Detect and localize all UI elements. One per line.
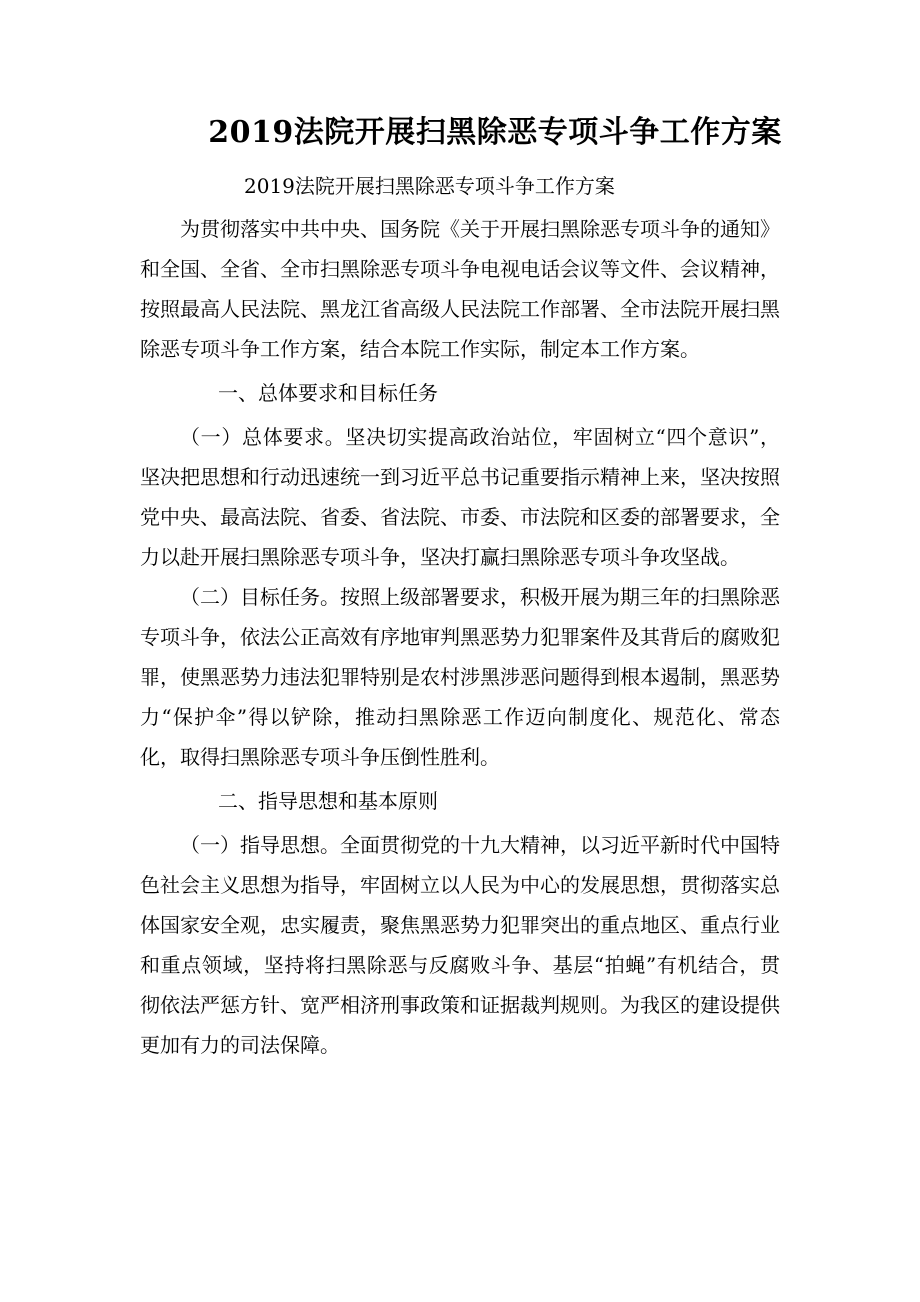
document-body	[140, 166, 780, 1065]
section-heading-2: 二、指导思想和基本原则	[218, 789, 438, 813]
paragraph-overall-requirements: （一）总体要求。坚决切实提高政治站位，牢固树立“四个意识”，坚决把思想和行动迅速统一到习近平总书记重要指示精神上来，坚决按照党中央、最高法院、省委、省法院、市委、市法院和区委的部署要求，全力以赴开展扫黑除恶专项斗争，坚决打赢扫黑除恶专项斗争攻坚战。	[140, 425, 780, 569]
paragraph-guiding-ideology: （一）指导思想。全面贯彻党的十九大精神，以习近平新时代中国特色社会主义思想为指导，牢固树立以人民为中心的发展思想，贯彻落实总体国家安全观，忠实履责，聚焦黑恶势力犯罪突出的重点地区、重点行业和重点领域，坚持将扫黑除恶与反腐败斗争、基层“拍蝇”有机结合，贯彻依法严惩方针、宽严相济刑事政策和证据裁判规则。为我区的建设提供更加有力的司法保障。	[140, 833, 780, 1057]
section-heading-1: 一、总体要求和目标任务	[218, 381, 438, 405]
paragraph-target-tasks: （二）目标任务。按照上级部署要求，积极开展为期三年的扫黑除恶专项斗争，依法公正高效有序地审判黑恶势力犯罪案件及其背后的腐败犯罪，使黑恶势力违法犯罪特别是农村涉黑涉恶问题得到根本遏制，黑恶势力“保护伞”得以铲除，推动扫黑除恶工作迈向制度化、规范化、常态化，取得扫黑除恶专项斗争压倒性胜利。	[140, 585, 780, 769]
document-title: 2019法院开展扫黑除恶专项斗争工作方案	[208, 115, 782, 150]
document-subtitle: 2019法院开展扫黑除恶专项斗争工作方案	[244, 174, 615, 198]
paragraph-intro: 为贯彻落实中共中央、国务院《关于开展扫黑除恶专项斗争的通知》和全国、全省、全市扫黑除恶专项斗争电视电话会议等文件、会议精神，按照最高人民法院、黑龙江省高级人民法院工作部署、全市法院开展扫黑除恶专项斗争工作方案，结合本院工作实际，制定本工作方案。	[140, 217, 780, 361]
